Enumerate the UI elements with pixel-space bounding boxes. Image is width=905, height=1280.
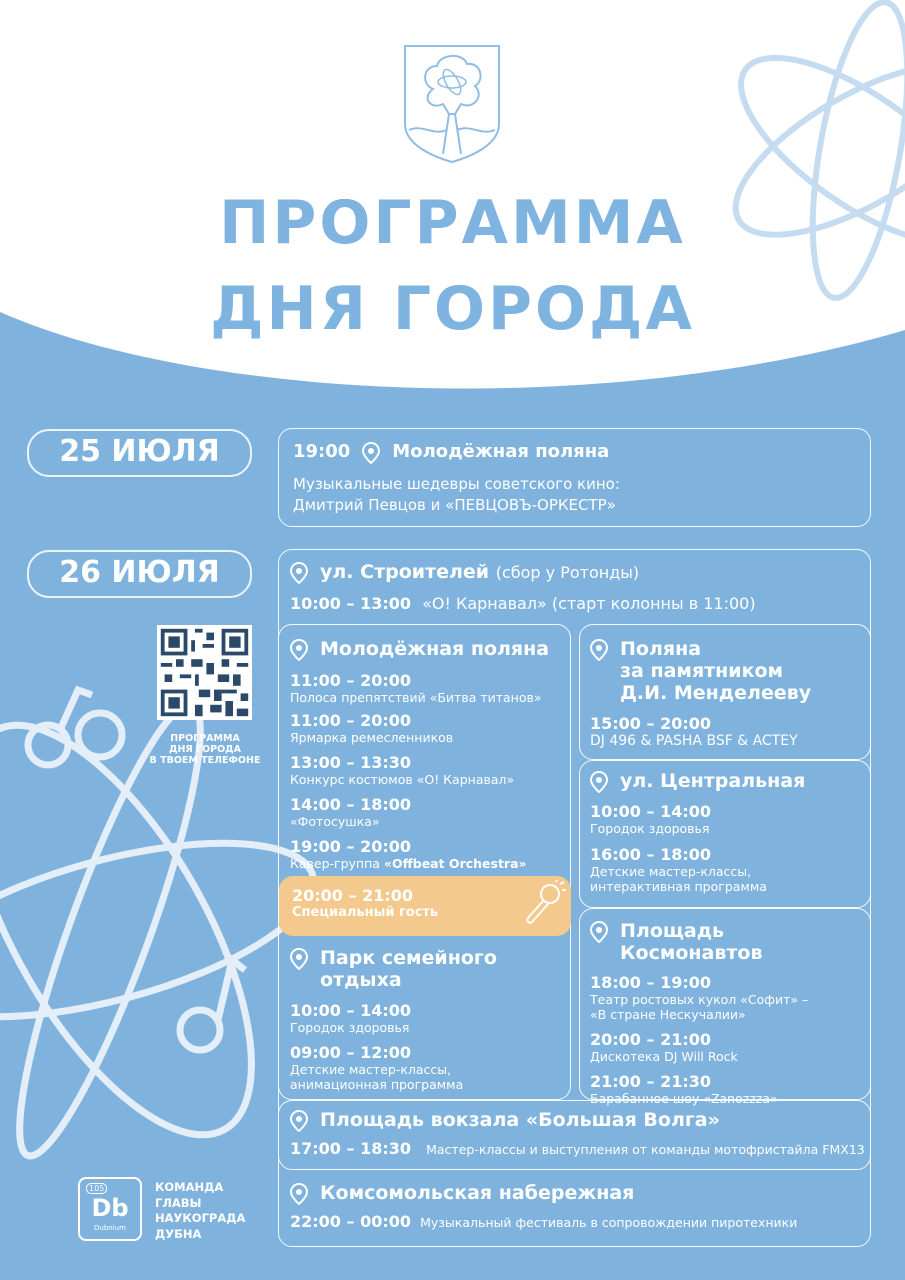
event-desc-line-2: интерактивная программа xyxy=(590,879,767,894)
location-pin-icon xyxy=(290,639,308,661)
event-desc: Полоса препятствий «Битва титанов» xyxy=(290,690,542,705)
qr-caption xyxy=(140,733,270,766)
event-time: 16:00 – 18:00 xyxy=(590,845,711,864)
event-desc: Кавер-группа xyxy=(290,856,384,871)
dubnium-badge xyxy=(78,1177,142,1241)
coat-of-arms-icon xyxy=(403,44,501,164)
venue-name: ул. Строителей xyxy=(320,561,490,583)
event-desc-bold: «Offbeat Orchestra» xyxy=(383,856,527,871)
event-desc: Дискотека DJ Will Rock xyxy=(590,1049,738,1064)
venue-stroiteley xyxy=(290,561,860,613)
atom-decoration-top xyxy=(711,0,905,305)
event-desc-line-1: Театр ростовых кукол «Софит» – xyxy=(590,992,809,1007)
date-pill-26: 26 ИЮЛЯ xyxy=(27,550,252,598)
venue-kosmonavtov xyxy=(590,920,865,1106)
venue-name: Комсомольская набережная xyxy=(320,1182,635,1204)
event-desc-line-1: Детские мастер-классы, xyxy=(290,1062,452,1077)
venue-name: ул. Центральная xyxy=(620,770,806,792)
venue-park xyxy=(290,947,565,1092)
page-title-line-2: ДНЯ ГОРОДА xyxy=(210,274,695,344)
location-pin-icon xyxy=(590,921,608,943)
venue-name-line-2: за памятником xyxy=(620,660,784,682)
event-desc-line-2: Дмитрий Певцов и «ПЕВЦОВЪ-ОРКЕСТР» xyxy=(293,496,616,514)
event-desc: «О! Карнавал» (старт колонны в 11:00) xyxy=(422,594,756,613)
venue-name-line-1: Поляна xyxy=(620,638,702,660)
qr-caption-line-1: ПРОГРАММА xyxy=(170,733,240,744)
event-desc: Мастер-классы и выступления от команды мотофристайла FMX13 xyxy=(426,1142,865,1157)
venue-name-line-2: отдыха xyxy=(320,969,402,991)
event-time: 19:00 xyxy=(293,441,351,462)
event-place: Молодёжная поляна xyxy=(392,441,610,462)
event-desc-line-2: «В стране Нескучалии» xyxy=(590,1007,746,1022)
venue-name-line-1: Парк семейного xyxy=(320,947,497,969)
event-desc: DJ 496 & PASHA BSF & ACTEY xyxy=(590,733,798,749)
event-time: 13:00 – 13:30 xyxy=(290,753,411,772)
event-desc: Городок здоровья xyxy=(590,821,710,836)
team-caption-line-4: ДУБНА xyxy=(155,1226,202,1241)
event-desc: «Фотосушка» xyxy=(290,814,380,829)
event-card-25-july xyxy=(278,428,871,527)
venue-polyana xyxy=(590,638,865,750)
venue-name: Молодёжная поляна xyxy=(320,638,550,660)
event-desc-line-1: Музыкальные шедевры советского кино: xyxy=(293,475,620,493)
event-time: 14:00 – 18:00 xyxy=(290,795,411,814)
location-pin-icon xyxy=(590,771,608,793)
badge-symbol: Db xyxy=(91,1194,129,1222)
special-guest xyxy=(292,886,438,920)
event-time: 22:00 – 00:00 xyxy=(290,1212,411,1231)
location-pin-icon xyxy=(590,639,608,661)
event-desc: Ярмарка ремесленников xyxy=(290,730,454,745)
location-pin-icon xyxy=(290,1110,308,1132)
location-pin-icon xyxy=(290,562,308,584)
event-time: 09:00 – 12:00 xyxy=(290,1043,411,1062)
team-caption-line-2: ГЛАВЫ xyxy=(155,1195,202,1210)
badge-number: 105 xyxy=(86,1183,107,1194)
event-desc: Городок здоровья xyxy=(290,1020,410,1035)
venue-note: (сбор у Ротонды) xyxy=(495,563,640,582)
event-time: 17:00 – 18:30 xyxy=(290,1139,411,1158)
venue-vokzal xyxy=(290,1109,865,1158)
location-pin-icon xyxy=(290,948,308,970)
qr-caption-line-3: В ТВОЕМ ТЕЛЕФОНЕ xyxy=(149,755,261,766)
event-time: 18:00 – 19:00 xyxy=(590,973,711,992)
venue-molodezhnaya xyxy=(290,638,565,871)
team-caption-line-1: КОМАНДА xyxy=(155,1180,224,1194)
location-pin-icon xyxy=(362,442,380,464)
qr-code[interactable] xyxy=(157,625,252,720)
event-desc: Конкурс костюмов «О! Карнавал» xyxy=(290,772,515,787)
event-time: 10:00 – 13:00 xyxy=(290,594,411,613)
event-time: 20:00 – 21:00 xyxy=(590,1030,711,1049)
event-desc: Музыкальный фестиваль в сопровождении пиротехники xyxy=(420,1215,798,1230)
event-time: 10:00 – 14:00 xyxy=(590,802,711,821)
team-caption-line-3: НАУКОГРАДА xyxy=(155,1211,246,1225)
venue-name: Площадь Космонавтов xyxy=(620,920,763,964)
page-title-line-1: ПРОГРАММА xyxy=(219,188,686,258)
event-desc-line-2: анимационная программа xyxy=(290,1077,464,1092)
venue-name-line-3: Д.И. Менделееву xyxy=(620,682,812,704)
event-time: 15:00 – 20:00 xyxy=(590,714,711,733)
venue-name: Площадь вокзала «Большая Волга» xyxy=(320,1109,720,1131)
team-caption xyxy=(155,1180,245,1242)
event-time: 21:00 – 21:30 xyxy=(590,1072,711,1091)
event-time: 11:00 – 20:00 xyxy=(290,671,411,690)
qr-caption-line-2: ДНЯ ГОРОДА xyxy=(168,744,241,755)
badge-name: Dubnium xyxy=(94,1224,126,1232)
location-pin-icon xyxy=(290,1183,308,1205)
event-time: 20:00 – 21:00 xyxy=(292,886,413,905)
event-time: 11:00 – 20:00 xyxy=(290,711,411,730)
date-pill-25: 25 ИЮЛЯ xyxy=(27,429,252,477)
event-time: 19:00 – 20:00 xyxy=(290,837,411,856)
event-desc: Специальный гость xyxy=(292,905,439,920)
event-desc-line-1: Детские мастер-классы, xyxy=(590,864,752,879)
microphone-icon xyxy=(520,880,566,932)
venue-naberezhnaya xyxy=(290,1182,865,1231)
event-time: 10:00 – 14:00 xyxy=(290,1001,411,1020)
venue-centralnaya xyxy=(590,770,865,894)
event-desc: Барабанное шоу «Zanozzza» xyxy=(590,1091,778,1106)
